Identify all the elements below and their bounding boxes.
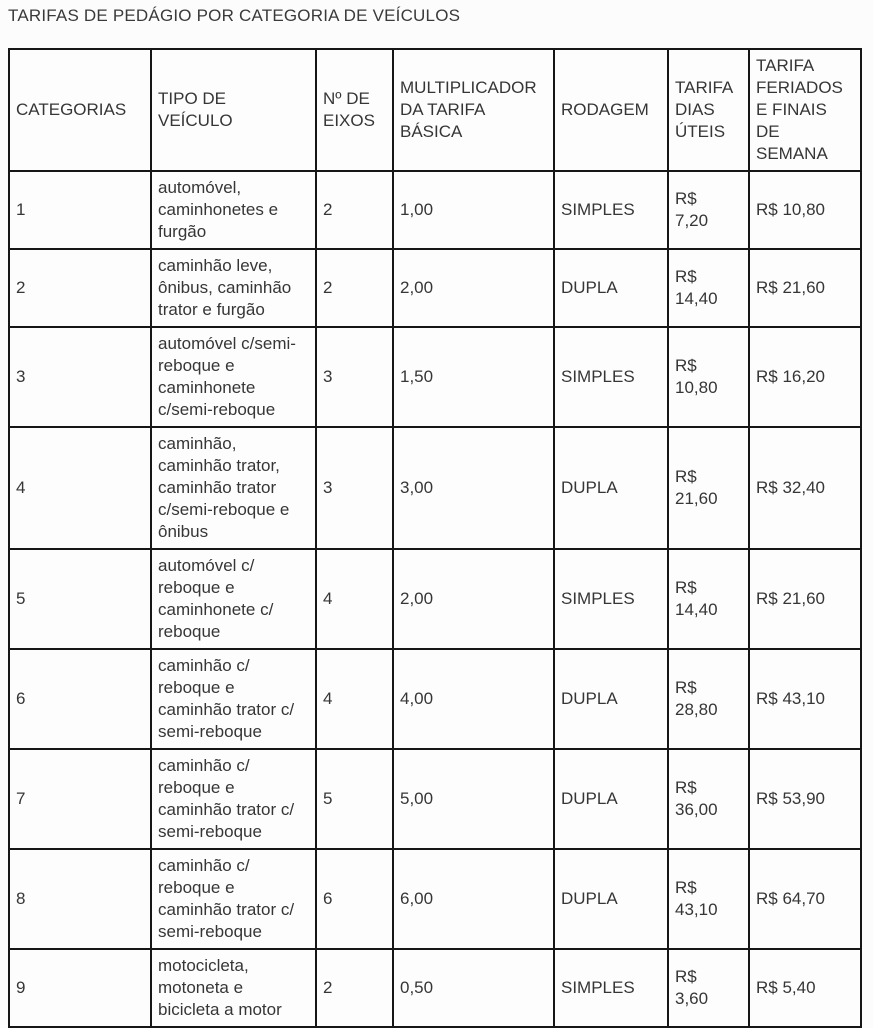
- n-de-eixos-value: 2: [323, 978, 333, 998]
- column-header-label: TARIFA DIAS ÚTEIS: [675, 78, 733, 141]
- cell-tarifa-feriados: [749, 549, 861, 649]
- cell-multiplicador: [393, 649, 554, 749]
- cell-rodagem: [554, 749, 668, 849]
- cell-multiplicador: [393, 949, 554, 1027]
- cell-categoria: [9, 549, 151, 649]
- cell-tipo-de-veiculo: [151, 749, 316, 849]
- cell-tarifa-feriados: [749, 949, 861, 1027]
- column-header-categorias: [9, 49, 151, 171]
- page-title: TARIFAS DE PEDÁGIO POR CATEGORIA DE VEÍCULOS: [8, 6, 461, 25]
- cell-n-de-eixos: [316, 949, 393, 1027]
- cell-rodagem: [554, 171, 668, 249]
- table-row: [9, 649, 861, 749]
- tipo-de-veiculo-value: caminhão c/ reboque e caminhão trator c/ semi-reboque: [158, 656, 295, 741]
- n-de-eixos-value: 4: [323, 689, 333, 709]
- cell-tarifa-dias-uteis: [668, 949, 749, 1027]
- column-header-n-de-eixos: [316, 49, 393, 171]
- categoria-value: 3: [16, 367, 26, 387]
- tipo-de-veiculo-value: caminhão c/ reboque e caminhão trator c/ semi-reboque: [158, 856, 295, 941]
- n-de-eixos-value: 2: [323, 278, 333, 298]
- tarifa-dias-uteis-value: R$ 3,60: [675, 967, 709, 1008]
- tarifa-feriados-value: R$ 43,10: [756, 689, 825, 709]
- column-header-tarifa-dias-uteis: [668, 49, 749, 171]
- cell-tarifa-dias-uteis: [668, 249, 749, 327]
- n-de-eixos-value: 3: [323, 367, 333, 387]
- categoria-value: 2: [16, 278, 26, 298]
- cell-tipo-de-veiculo: [151, 171, 316, 249]
- tarifa-dias-uteis-value: R$ 21,60: [675, 467, 718, 508]
- cell-categoria: [9, 327, 151, 427]
- rodagem-value: SIMPLES: [561, 200, 635, 220]
- categoria-value: 6: [16, 689, 26, 709]
- cell-categoria: [9, 749, 151, 849]
- tarifa-feriados-value: R$ 32,40: [756, 478, 825, 498]
- column-header-label: RODAGEM: [561, 100, 649, 120]
- column-header-label: TIPO DE VEÍCULO: [158, 89, 233, 130]
- cell-tarifa-feriados: [749, 327, 861, 427]
- tipo-de-veiculo-value: caminhão, caminhão trator, caminhão trator c/semi-reboque e ônibus: [158, 434, 290, 541]
- tarifa-feriados-value: R$ 53,90: [756, 789, 825, 809]
- cell-tipo-de-veiculo: [151, 327, 316, 427]
- cell-tipo-de-veiculo: [151, 549, 316, 649]
- tipo-de-veiculo-value: automóvel c/semi-reboque e caminhonete c/semi-reboque: [158, 334, 296, 419]
- rodagem-value: DUPLA: [561, 478, 618, 498]
- table-body: [9, 171, 861, 1027]
- cell-tarifa-dias-uteis: [668, 427, 749, 549]
- tarifa-feriados-value: R$ 10,80: [756, 200, 825, 220]
- cell-rodagem: [554, 649, 668, 749]
- tarifa-feriados-value: R$ 16,20: [756, 367, 825, 387]
- cell-multiplicador: [393, 427, 554, 549]
- cell-tarifa-dias-uteis: [668, 327, 749, 427]
- cell-tarifa-dias-uteis: [668, 749, 749, 849]
- cell-tarifa-feriados: [749, 649, 861, 749]
- multiplicador-value: 2,00: [400, 589, 434, 609]
- column-header-label: Nº DE EIXOS: [323, 89, 375, 130]
- cell-multiplicador: [393, 171, 554, 249]
- column-header-tarifa-feriados: [749, 49, 861, 171]
- rodagem-value: DUPLA: [561, 789, 618, 809]
- tarifa-feriados-value: R$ 21,60: [756, 278, 825, 298]
- cell-tarifa-feriados: [749, 849, 861, 949]
- cell-tipo-de-veiculo: [151, 249, 316, 327]
- categoria-value: 5: [16, 589, 26, 609]
- cell-n-de-eixos: [316, 249, 393, 327]
- tipo-de-veiculo-value: automóvel c/ reboque e caminhonete c/ reboque: [158, 556, 274, 641]
- tarifa-dias-uteis-value: R$ 28,80: [675, 678, 718, 719]
- column-header-multiplicador: [393, 49, 554, 171]
- tipo-de-veiculo-value: automóvel, caminhonetes e furgão: [158, 178, 279, 241]
- column-header-tipo-de-veiculo: [151, 49, 316, 171]
- table-row: [9, 249, 861, 327]
- multiplicador-value: 1,00: [400, 200, 434, 220]
- n-de-eixos-value: 5: [323, 789, 333, 809]
- table-row: [9, 849, 861, 949]
- categoria-value: 1: [16, 200, 26, 220]
- rodagem-value: DUPLA: [561, 689, 618, 709]
- cell-multiplicador: [393, 849, 554, 949]
- cell-tarifa-dias-uteis: [668, 649, 749, 749]
- tipo-de-veiculo-value: motocicleta, motoneta e bicicleta a motor: [158, 956, 282, 1019]
- cell-n-de-eixos: [316, 749, 393, 849]
- cell-rodagem: [554, 249, 668, 327]
- cell-n-de-eixos: [316, 171, 393, 249]
- multiplicador-value: 1,50: [400, 367, 434, 387]
- cell-tarifa-dias-uteis: [668, 849, 749, 949]
- cell-rodagem: [554, 427, 668, 549]
- cell-n-de-eixos: [316, 327, 393, 427]
- categoria-value: 9: [16, 978, 26, 998]
- table-row: [9, 171, 861, 249]
- cell-tipo-de-veiculo: [151, 427, 316, 549]
- cell-categoria: [9, 171, 151, 249]
- cell-tarifa-feriados: [749, 249, 861, 327]
- cell-tarifa-feriados: [749, 749, 861, 849]
- cell-multiplicador: [393, 749, 554, 849]
- cell-tipo-de-veiculo: [151, 649, 316, 749]
- cell-rodagem: [554, 327, 668, 427]
- tarifa-feriados-value: R$ 21,60: [756, 589, 825, 609]
- cell-categoria: [9, 249, 151, 327]
- table-row: [9, 427, 861, 549]
- cell-multiplicador: [393, 327, 554, 427]
- column-header-label: TARIFA FERIADOS E FINAIS DE SEMANA: [756, 56, 843, 163]
- cell-tipo-de-veiculo: [151, 849, 316, 949]
- multiplicador-value: 5,00: [400, 789, 434, 809]
- tarifa-feriados-value: R$ 5,40: [756, 978, 816, 998]
- cell-categoria: [9, 649, 151, 749]
- cell-rodagem: [554, 849, 668, 949]
- header-row: [9, 49, 861, 171]
- n-de-eixos-value: 3: [323, 478, 333, 498]
- rodagem-value: SIMPLES: [561, 589, 635, 609]
- n-de-eixos-value: 6: [323, 889, 333, 909]
- multiplicador-value: 6,00: [400, 889, 434, 909]
- cell-n-de-eixos: [316, 649, 393, 749]
- multiplicador-value: 0,50: [400, 978, 434, 998]
- cell-rodagem: [554, 549, 668, 649]
- multiplicador-value: 4,00: [400, 689, 434, 709]
- categoria-value: 7: [16, 789, 26, 809]
- column-header-rodagem: [554, 49, 668, 171]
- cell-tarifa-feriados: [749, 427, 861, 549]
- cell-tipo-de-veiculo: [151, 949, 316, 1027]
- table-header: [9, 49, 861, 171]
- table-row: [9, 327, 861, 427]
- cell-n-de-eixos: [316, 549, 393, 649]
- table-row: [9, 549, 861, 649]
- rodagem-value: SIMPLES: [561, 978, 635, 998]
- tipo-de-veiculo-value: caminhão leve, ônibus, caminhão trator e furgão: [158, 256, 292, 319]
- multiplicador-value: 3,00: [400, 478, 434, 498]
- n-de-eixos-value: 4: [323, 589, 333, 609]
- cell-rodagem: [554, 949, 668, 1027]
- cell-categoria: [9, 949, 151, 1027]
- tariff-table: [8, 48, 862, 1028]
- tarifa-feriados-value: R$ 64,70: [756, 889, 825, 909]
- rodagem-value: DUPLA: [561, 278, 618, 298]
- cell-multiplicador: [393, 249, 554, 327]
- tipo-de-veiculo-value: caminhão c/ reboque e caminhão trator c/ semi-reboque: [158, 756, 295, 841]
- categoria-value: 8: [16, 889, 26, 909]
- table-row: [9, 749, 861, 849]
- tarifa-dias-uteis-value: R$ 14,40: [675, 578, 718, 619]
- cell-multiplicador: [393, 549, 554, 649]
- rodagem-value: SIMPLES: [561, 367, 635, 387]
- categoria-value: 4: [16, 478, 26, 498]
- tarifa-dias-uteis-value: R$ 7,20: [675, 189, 709, 230]
- cell-tarifa-dias-uteis: [668, 549, 749, 649]
- cell-categoria: [9, 427, 151, 549]
- multiplicador-value: 2,00: [400, 278, 434, 298]
- cell-n-de-eixos: [316, 427, 393, 549]
- rodagem-value: DUPLA: [561, 889, 618, 909]
- tarifa-dias-uteis-value: R$ 14,40: [675, 267, 718, 308]
- cell-tarifa-feriados: [749, 171, 861, 249]
- cell-tarifa-dias-uteis: [668, 171, 749, 249]
- column-header-label: CATEGORIAS: [16, 100, 127, 120]
- tarifa-dias-uteis-value: R$ 43,10: [675, 878, 718, 919]
- column-header-label: MULTIPLICADOR DA TARIFA BÁSICA: [400, 78, 537, 141]
- table-row: [9, 949, 861, 1027]
- cell-n-de-eixos: [316, 849, 393, 949]
- tarifa-dias-uteis-value: R$ 10,80: [675, 356, 718, 397]
- cell-categoria: [9, 849, 151, 949]
- n-de-eixos-value: 2: [323, 200, 333, 220]
- tarifa-dias-uteis-value: R$ 36,00: [675, 778, 718, 819]
